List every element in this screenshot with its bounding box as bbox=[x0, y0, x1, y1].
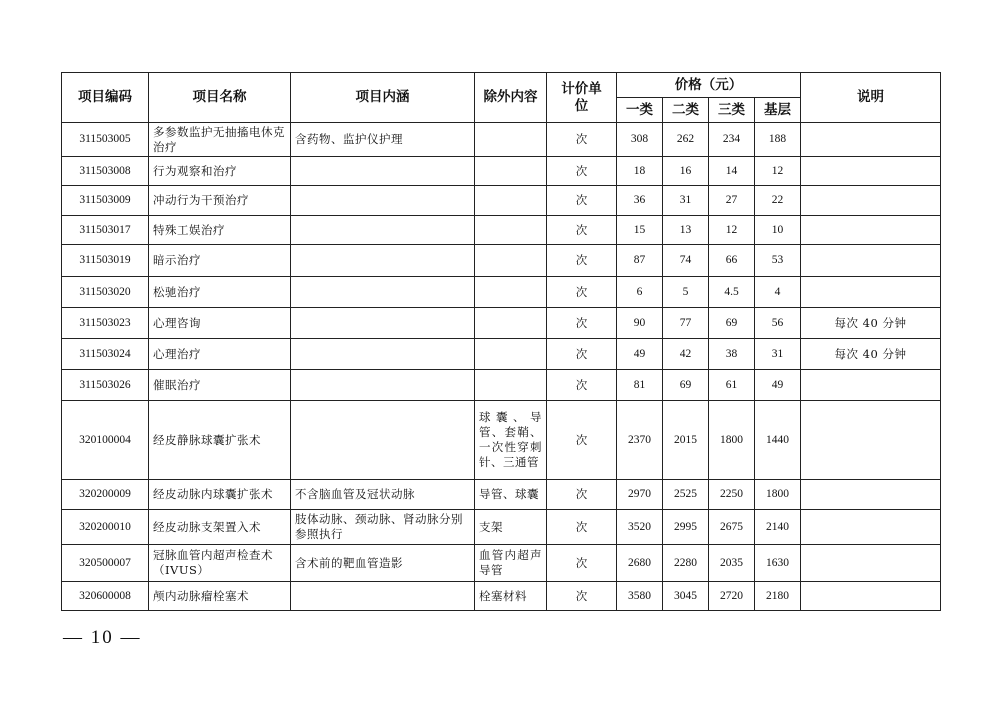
row-exclusion bbox=[475, 216, 547, 245]
row-price-class3: 61 bbox=[709, 370, 755, 401]
row-code: 320200010 bbox=[62, 510, 149, 545]
row-exclusion bbox=[475, 245, 547, 277]
row-price-class2: 262 bbox=[663, 123, 709, 157]
row-content bbox=[291, 277, 475, 308]
header-content: 项目内涵 bbox=[291, 73, 475, 123]
row-price-class1: 3580 bbox=[617, 582, 663, 611]
row-price-class2: 42 bbox=[663, 339, 709, 370]
row-note bbox=[801, 277, 941, 308]
row-exclusion: 支架 bbox=[475, 510, 547, 545]
row-price-class3: 66 bbox=[709, 245, 755, 277]
table-row bbox=[62, 339, 941, 370]
row-unit: 次 bbox=[547, 545, 617, 582]
row-price-class2: 69 bbox=[663, 370, 709, 401]
row-price-class2: 3045 bbox=[663, 582, 709, 611]
row-price-class2: 5 bbox=[663, 277, 709, 308]
row-exclusion bbox=[475, 123, 547, 157]
row-price-class3: 2720 bbox=[709, 582, 755, 611]
row-code: 311503024 bbox=[62, 339, 149, 370]
row-price-grassroots: 31 bbox=[755, 339, 801, 370]
row-content bbox=[291, 245, 475, 277]
row-price-class2: 2995 bbox=[663, 510, 709, 545]
row-price-grassroots: 49 bbox=[755, 370, 801, 401]
row-note bbox=[801, 370, 941, 401]
row-name: 冲动行为干预治疗 bbox=[149, 186, 291, 216]
row-unit: 次 bbox=[547, 308, 617, 339]
row-price-class3: 2675 bbox=[709, 510, 755, 545]
row-exclusion bbox=[475, 370, 547, 401]
row-price-grassroots: 53 bbox=[755, 245, 801, 277]
row-code: 311503008 bbox=[62, 157, 149, 186]
table-row bbox=[62, 480, 941, 510]
row-note bbox=[801, 510, 941, 545]
row-note bbox=[801, 545, 941, 582]
row-name: 经皮静脉球囊扩张术 bbox=[149, 401, 291, 480]
header-name: 项目名称 bbox=[149, 73, 291, 123]
row-name: 特殊工娱治疗 bbox=[149, 216, 291, 245]
row-exclusion bbox=[475, 308, 547, 339]
row-price-class1: 36 bbox=[617, 186, 663, 216]
row-content bbox=[291, 370, 475, 401]
row-unit: 次 bbox=[547, 582, 617, 611]
table-row bbox=[62, 157, 941, 186]
row-code: 320600008 bbox=[62, 582, 149, 611]
row-price-grassroots: 1800 bbox=[755, 480, 801, 510]
row-content: 含术前的靶血管造影 bbox=[291, 545, 475, 582]
row-price-grassroots: 2140 bbox=[755, 510, 801, 545]
row-price-grassroots: 1630 bbox=[755, 545, 801, 582]
row-code: 311503019 bbox=[62, 245, 149, 277]
row-name: 心理咨询 bbox=[149, 308, 291, 339]
row-price-class1: 87 bbox=[617, 245, 663, 277]
row-name: 经皮动脉内球囊扩张术 bbox=[149, 480, 291, 510]
row-code: 320500007 bbox=[62, 545, 149, 582]
row-price-class2: 74 bbox=[663, 245, 709, 277]
row-name: 暗示治疗 bbox=[149, 245, 291, 277]
row-price-grassroots: 10 bbox=[755, 216, 801, 245]
row-name: 颅内动脉瘤栓塞术 bbox=[149, 582, 291, 611]
row-code: 311503005 bbox=[62, 123, 149, 157]
row-note bbox=[801, 216, 941, 245]
row-price-class3: 27 bbox=[709, 186, 755, 216]
row-price-class1: 15 bbox=[617, 216, 663, 245]
row-price-class3: 234 bbox=[709, 123, 755, 157]
row-price-class1: 49 bbox=[617, 339, 663, 370]
row-content bbox=[291, 308, 475, 339]
row-note bbox=[801, 401, 941, 480]
row-unit: 次 bbox=[547, 277, 617, 308]
row-price-grassroots: 188 bbox=[755, 123, 801, 157]
table-row bbox=[62, 216, 941, 245]
row-price-class3: 4.5 bbox=[709, 277, 755, 308]
table-row bbox=[62, 186, 941, 216]
row-code: 311503020 bbox=[62, 277, 149, 308]
row-unit: 次 bbox=[547, 245, 617, 277]
row-price-class2: 16 bbox=[663, 157, 709, 186]
row-price-class2: 2280 bbox=[663, 545, 709, 582]
price-table bbox=[61, 72, 941, 611]
row-note: 每次 40 分钟 bbox=[801, 308, 941, 339]
table-row bbox=[62, 401, 941, 480]
row-price-class2: 13 bbox=[663, 216, 709, 245]
row-exclusion bbox=[475, 186, 547, 216]
row-price-grassroots: 56 bbox=[755, 308, 801, 339]
row-content bbox=[291, 582, 475, 611]
row-price-class1: 6 bbox=[617, 277, 663, 308]
table-row bbox=[62, 277, 941, 308]
row-note bbox=[801, 245, 941, 277]
header-unit: 计价单位 bbox=[547, 73, 617, 123]
row-code: 311503017 bbox=[62, 216, 149, 245]
row-price-class3: 2250 bbox=[709, 480, 755, 510]
table-row bbox=[62, 545, 941, 582]
row-exclusion: 球囊、导管、套鞘、一次性穿刺针、三通管 bbox=[475, 401, 547, 480]
row-price-class3: 12 bbox=[709, 216, 755, 245]
row-note bbox=[801, 186, 941, 216]
table-row bbox=[62, 123, 941, 157]
row-content bbox=[291, 339, 475, 370]
row-name: 多参数监护无抽搐电休克治疗 bbox=[149, 123, 291, 157]
row-price-class2: 2525 bbox=[663, 480, 709, 510]
row-name: 冠脉血管内超声检查术（IVUS） bbox=[149, 545, 291, 582]
row-note bbox=[801, 123, 941, 157]
table-row bbox=[62, 370, 941, 401]
table-row bbox=[62, 510, 941, 545]
row-unit: 次 bbox=[547, 370, 617, 401]
row-exclusion: 血管内超声导管 bbox=[475, 545, 547, 582]
row-code: 320100004 bbox=[62, 401, 149, 480]
row-content: 肢体动脉、颈动脉、肾动脉分别参照执行 bbox=[291, 510, 475, 545]
row-code: 311503026 bbox=[62, 370, 149, 401]
row-content bbox=[291, 401, 475, 480]
header-grassroots: 基层 bbox=[755, 98, 801, 123]
row-name: 心理治疗 bbox=[149, 339, 291, 370]
row-content bbox=[291, 157, 475, 186]
row-price-class3: 14 bbox=[709, 157, 755, 186]
row-name: 松驰治疗 bbox=[149, 277, 291, 308]
row-price-grassroots: 2180 bbox=[755, 582, 801, 611]
row-price-grassroots: 1440 bbox=[755, 401, 801, 480]
row-unit: 次 bbox=[547, 401, 617, 480]
row-price-class1: 2970 bbox=[617, 480, 663, 510]
row-price-grassroots: 22 bbox=[755, 186, 801, 216]
row-content: 含药物、监护仪护理 bbox=[291, 123, 475, 157]
row-content bbox=[291, 186, 475, 216]
row-unit: 次 bbox=[547, 186, 617, 216]
row-note bbox=[801, 157, 941, 186]
row-price-class3: 2035 bbox=[709, 545, 755, 582]
row-exclusion: 栓塞材料 bbox=[475, 582, 547, 611]
row-price-grassroots: 4 bbox=[755, 277, 801, 308]
row-note bbox=[801, 582, 941, 611]
row-price-class2: 31 bbox=[663, 186, 709, 216]
row-note: 每次 40 分钟 bbox=[801, 339, 941, 370]
table-row bbox=[62, 308, 941, 339]
row-unit: 次 bbox=[547, 216, 617, 245]
row-exclusion bbox=[475, 157, 547, 186]
row-price-class2: 77 bbox=[663, 308, 709, 339]
row-price-class2: 2015 bbox=[663, 401, 709, 480]
row-exclusion: 导管、球囊 bbox=[475, 480, 547, 510]
header-class1: 一类 bbox=[617, 98, 663, 123]
row-price-class1: 3520 bbox=[617, 510, 663, 545]
row-exclusion bbox=[475, 339, 547, 370]
row-exclusion bbox=[475, 277, 547, 308]
row-price-class3: 38 bbox=[709, 339, 755, 370]
row-content bbox=[291, 216, 475, 245]
table-row bbox=[62, 245, 941, 277]
row-price-class3: 1800 bbox=[709, 401, 755, 480]
row-content: 不含脑血管及冠状动脉 bbox=[291, 480, 475, 510]
row-price-class1: 308 bbox=[617, 123, 663, 157]
header-class3: 三类 bbox=[709, 98, 755, 123]
row-unit: 次 bbox=[547, 157, 617, 186]
row-note bbox=[801, 480, 941, 510]
row-code: 311503009 bbox=[62, 186, 149, 216]
header-exclusion: 除外内容 bbox=[475, 73, 547, 123]
row-code: 320200009 bbox=[62, 480, 149, 510]
row-price-class1: 2370 bbox=[617, 401, 663, 480]
row-unit: 次 bbox=[547, 123, 617, 157]
row-unit: 次 bbox=[547, 510, 617, 545]
row-unit: 次 bbox=[547, 480, 617, 510]
header-note: 说明 bbox=[801, 73, 941, 123]
row-name: 经皮动脉支架置入术 bbox=[149, 510, 291, 545]
row-price-class1: 81 bbox=[617, 370, 663, 401]
row-name: 催眠治疗 bbox=[149, 370, 291, 401]
row-code: 311503023 bbox=[62, 308, 149, 339]
header-class2: 二类 bbox=[663, 98, 709, 123]
table-row bbox=[62, 582, 941, 611]
row-price-class1: 18 bbox=[617, 157, 663, 186]
row-name: 行为观察和治疗 bbox=[149, 157, 291, 186]
header-code: 项目编码 bbox=[62, 73, 149, 123]
row-unit: 次 bbox=[547, 339, 617, 370]
row-price-class3: 69 bbox=[709, 308, 755, 339]
row-price-grassroots: 12 bbox=[755, 157, 801, 186]
row-price-class1: 2680 bbox=[617, 545, 663, 582]
row-price-class1: 90 bbox=[617, 308, 663, 339]
page-number: — 10 — bbox=[63, 627, 142, 648]
header-price-group: 价格（元） bbox=[617, 73, 801, 98]
